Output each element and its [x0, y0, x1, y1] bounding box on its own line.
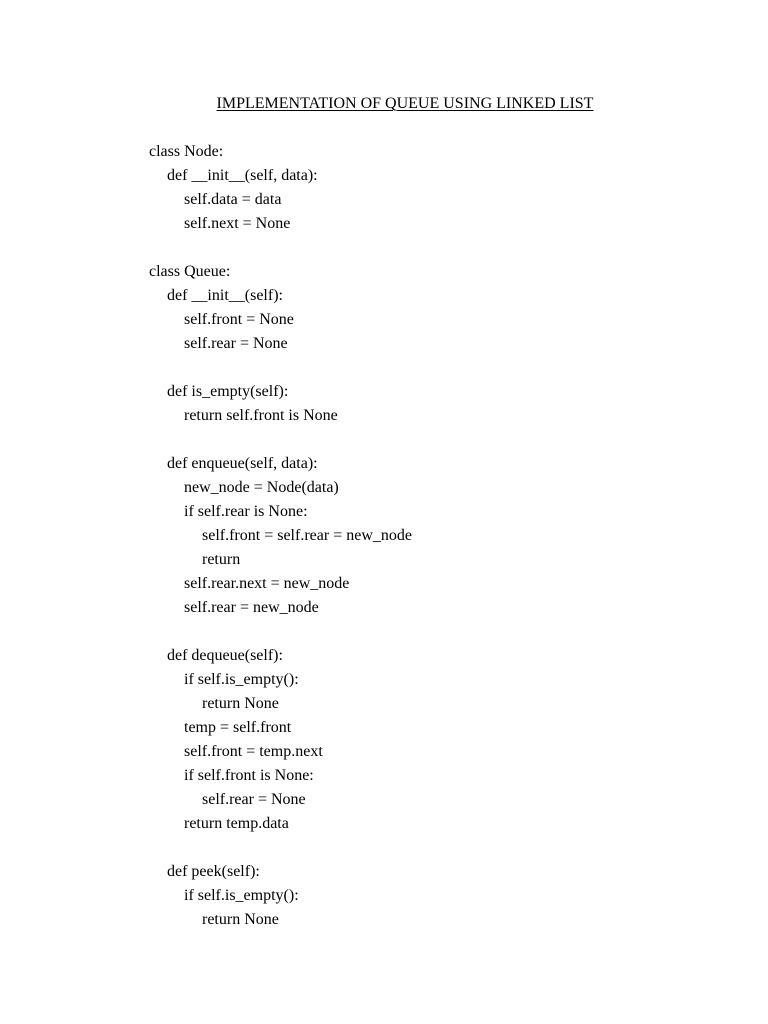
code-line: self.rear = new_node — [184, 599, 319, 616]
code-line: def enqueue(self, data): — [167, 455, 318, 472]
code-line: class Node: — [149, 143, 224, 160]
code-line: self.rear = None — [202, 791, 306, 808]
code-line: def __init__(self, data): — [167, 167, 318, 184]
blank-line — [149, 428, 412, 452]
code-line: def peek(self): — [167, 863, 260, 880]
code-line: return None — [202, 695, 279, 712]
code-line: return — [202, 551, 241, 568]
code-line: if self.front is None: — [184, 767, 314, 784]
code-line: return temp.data — [184, 815, 289, 832]
code-line: self.rear = None — [184, 335, 288, 352]
code-line: class Queue: — [149, 263, 231, 280]
code-line: self.next = None — [184, 215, 291, 232]
code-line: return self.front is None — [184, 407, 338, 424]
code-line: def __init__(self): — [167, 287, 283, 304]
code-line: self.front = None — [184, 311, 294, 328]
code-line: self.front = temp.next — [184, 743, 323, 760]
code-listing — [149, 140, 412, 932]
code-line: new_node = Node(data) — [184, 479, 339, 496]
blank-line — [149, 836, 412, 860]
code-line: if self.is_empty(): — [184, 887, 299, 904]
code-line: self.rear.next = new_node — [184, 575, 350, 592]
blank-line — [149, 236, 412, 260]
code-line: def is_empty(self): — [167, 383, 289, 400]
code-line: self.front = self.rear = new_node — [202, 527, 412, 544]
document-title: IMPLEMENTATION OF QUEUE USING LINKED LIST — [216, 95, 594, 112]
code-line: self.data = data — [184, 191, 282, 208]
blank-line — [149, 620, 412, 644]
code-line: if self.rear is None: — [184, 503, 308, 520]
code-line: temp = self.front — [184, 719, 292, 736]
blank-line — [149, 356, 412, 380]
code-line: if self.is_empty(): — [184, 671, 299, 688]
code-line: def dequeue(self): — [167, 647, 283, 664]
code-line: return None — [202, 911, 279, 928]
